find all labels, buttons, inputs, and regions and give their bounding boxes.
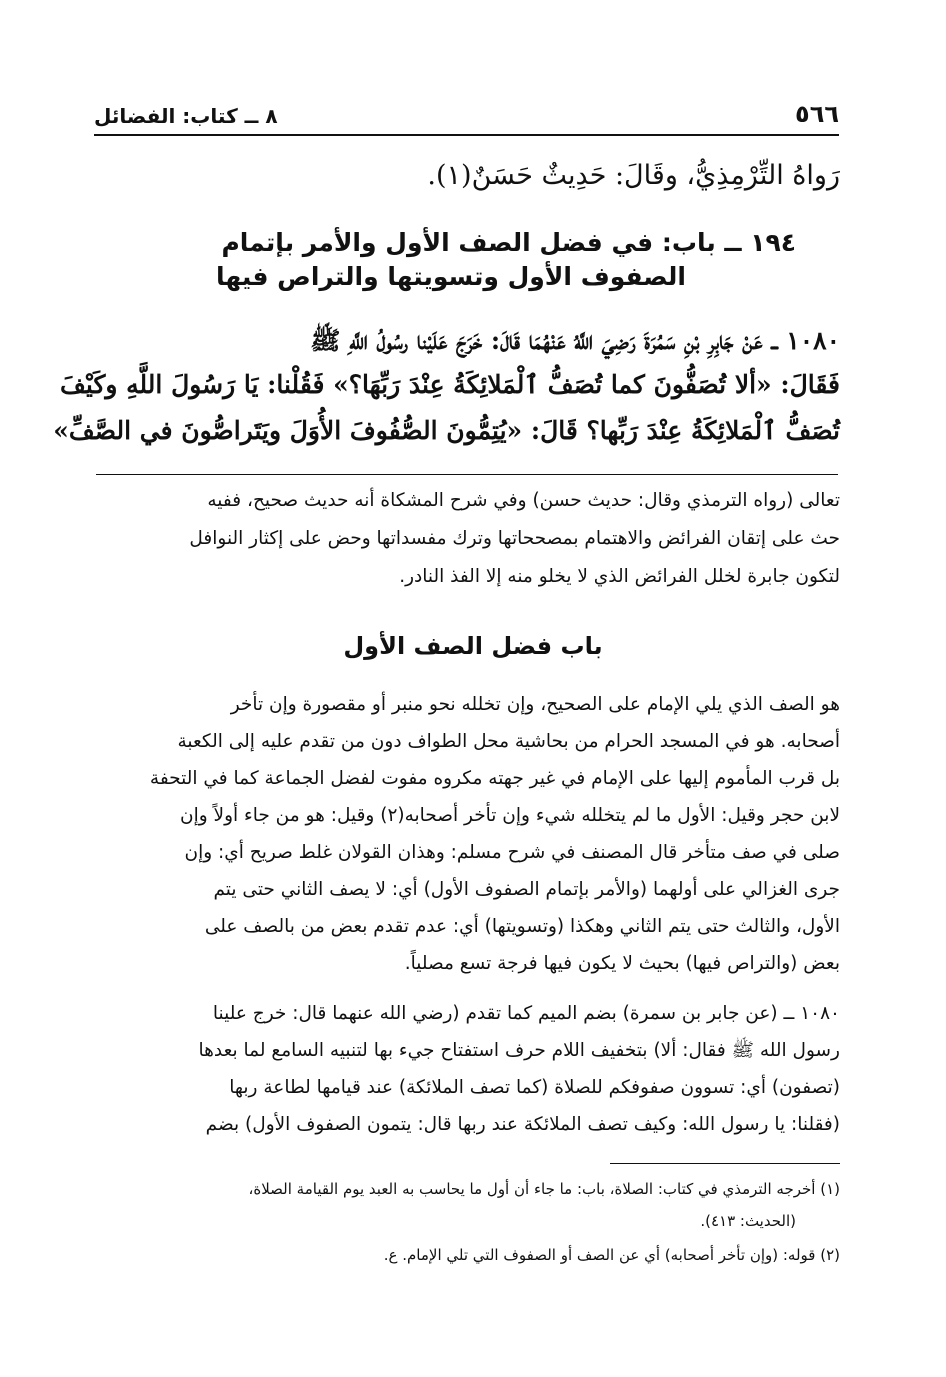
hadith-line-2: فَقَالَ: «ألا تُصَفُّونَ كما تُصَفُّ ٱلْمَلائِكَةُ عِنْدَ رَبِّهَا؟» فَقُلْنا: يَا رَسُولَ اللَّهِ وكَيْفَ: [60, 370, 840, 399]
section-line-1: هو الصف الذي يلي الإمام على الصحيح، وإن تخلله نحو منبر أو مقصورة وإن تأخر: [230, 694, 840, 715]
footnote-1-line-1: (١) أخرجه الترمذي في كتاب: الصلاة، باب: ما جاء أن أول ما يحاسب به العبد يوم القيامة الصلاة،: [248, 1180, 840, 1198]
intro-line: رَواهُ التِّرْمِذِيُّ، وقَالَ: حَدِيثٌ حَسَنٌ(١).: [427, 160, 840, 191]
page-header: [94, 92, 839, 136]
section-line-5: صلى في صف متأخر قال المصنف في شرح مسلم: وهذان القولان غلط صريح أي: وإن: [184, 842, 840, 863]
section-line-7: الأول، والثالث حتى يتم الثاني وهكذا (وتسويتها) أي: عدم تقدم بعض من بالصف على: [204, 916, 840, 937]
hadith-line-3: تُصَفُّ ٱلْمَلائِكَةُ عِنْدَ رَبِّها؟ قَالَ: «يُتِمُّونَ الصُّفُوفَ الأُوَلَ ويَتَراصُّونَ في الصَّفِّ»: [53, 416, 840, 445]
section-line-6: جرى الغزالي على أولهما (والأمر بإتمام الصفوف الأول) أي: لا يصف الثاني حتى يتم: [213, 879, 840, 900]
hadith-line-1: ١٠٨٠ ــ عَنْ جَابِرِ بْنِ سَمُرَةَ رَضِيَ اللَّهُ عَنْهُمَا قَالَ: خَرَجَ عَلَيْنا رسُولُ اللَّهِ ﷺ: [310, 326, 840, 355]
footnote-2: (٢) قوله: (وإن تأخر أصحابه) أي عن الصف أو الصفوف التي تلي الإمام. ع.: [383, 1246, 840, 1264]
running-title: ٨ ــ كتاب: الفضائل: [94, 104, 278, 128]
section-line-8: بعض (والتراص فيها) بحيث لا يكون فيها فرجة تسع مصلياً.: [404, 953, 840, 974]
footnote-divider: [610, 1163, 840, 1164]
commentary-top-line-2: حث على إتقان الفرائض والاهتمام بمصححاتها وترك مفسداتها وحض على إكثار النوافل: [189, 528, 840, 549]
page-number: ٥٦٦: [795, 100, 839, 128]
footnote-1-line-2: (الحديث: ٤١٣).: [700, 1212, 796, 1230]
section-heading: باب فضل الصف الأول: [343, 632, 603, 660]
hadith-commentary-line-4: (فقلنا: يا رسول الله: وكيف تصف الملائكة عند ربها قال: يتمون الصفوف الأول) بضم: [205, 1114, 840, 1135]
section-line-3: بل قرب المأموم إليها على الإمام في غير جهته مكروه مفوت لفضل الجماعة كما في التحفة: [149, 768, 840, 789]
section-line-4: لابن حجر وقيل: الأول ما لم يتخلله شيء وإن تأخر أصحابه(٢) وقيل: هو من جاء أولاً وإن: [179, 805, 840, 826]
commentary-top-line-1: تعالى (رواه الترمذي وقال: حديث حسن) وفي شرح المشكاة أنه حديث صحيح، ففيه: [207, 490, 840, 511]
section-line-2: أصحابه. هو في المسجد الحرام من بحاشية محل الطواف دون من تقدم عليه إلى الكعبة: [177, 731, 840, 752]
chapter-heading-line-2: الصفوف الأول وتسويتها والتراص فيها: [216, 262, 686, 291]
commentary-top-line-3: لتكون جابرة لخلل الفرائض الذي لا يخلو منه إلا الفذ النادر.: [399, 566, 840, 587]
hadith-commentary-line-1: ١٠٨٠ ــ (عن جابر بن سمرة) بضم الميم كما تقدم (رضي الله عنهما قال: خرج علينا: [212, 1003, 840, 1024]
chapter-heading-line-1: ١٩٤ ــ باب: في فضل الصف الأول والأمر بإتمام: [221, 228, 796, 257]
divider-line: [96, 474, 838, 475]
hadith-commentary-line-2: رسول الله ﷺ فقال: ألا) بتخفيف اللام حرف استفتاح جيء بها لتنبيه السامع لما بعدها: [198, 1040, 840, 1061]
hadith-commentary-line-3: (تصفون) أي: تسوون صفوفكم للصلاة (كما تصف الملائكة) عند قيامها لطاعة ربها: [229, 1077, 840, 1098]
